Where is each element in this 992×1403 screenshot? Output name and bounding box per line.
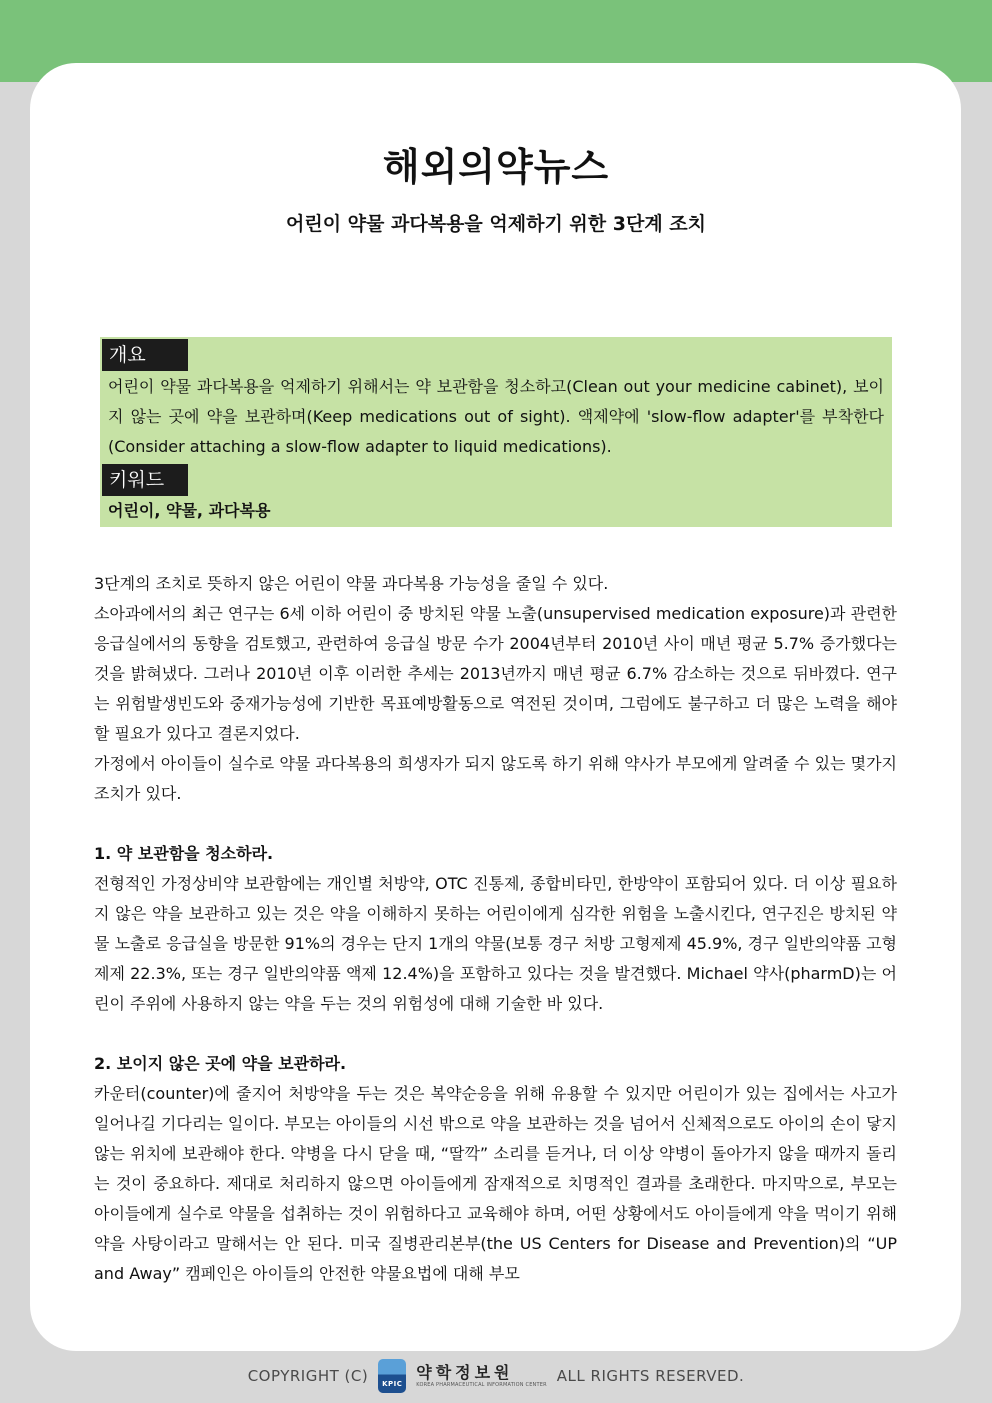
section-text: 전형적인 가정상비약 보관함에는 개인별 처방약, OTC 진통제, 종합비타민, 한방약이 포함되어 있다. 더 이상 필요하지 않은 약을 보관하고 있는 것은 약을 이해하지 못하는 어린이에게 심각한 위험을 노출시킨다, 연구진은 방치된 약물 노출로 응급실을 방문한 91%의 경우는 단지 1개의 약물(보통 경구 처방 고형제제 45.9%, 경구 일반의약품 고형제제 22.3%, 또는 경구 일반의약품 액제 12.4%)을 포함하고 있다는 것을 발견했다. Michael 약사(pharmD)는 어린이 주위에 사용하지 않는 약을 두는 것의 위험성에 대해 기술한 바 있다. (94, 874, 897, 1013)
logo-subtitle: KOREA PHARMACEUTICAL INFORMATION CENTER (416, 1381, 547, 1388)
section-heading: 2. 보이지 않은 곳에 약을 보관하라. (94, 1054, 347, 1073)
section-heading: 1. 약 보관함을 청소하라. (94, 844, 274, 863)
kpic-logo-icon: KPIC (378, 1359, 406, 1393)
article-body (94, 569, 897, 1289)
body-paragraph: 3단계의 조치로 뜻하지 않은 어린이 약물 과다복용 가능성을 줄일 수 있다. (94, 574, 609, 593)
keywords-label: 키워드 (102, 464, 188, 496)
footer (0, 1358, 992, 1394)
body-paragraph: 소아과에서의 최근 연구는 6세 이하 어린이 중 방치된 약물 노출(unsupervised medication exposure)과 관련한 응급실에서의 동향을 검토했고, 관련하여 응급실 방문 수가 2004년부터 2010년 사이 매년 평균 5.7% 증가했다는 것을 밝혀냈다. 그러나 2010년 이후 이러한 추세는 2013년까지 매년 평균 6.7% 감소하는 것으로 뒤바꼈다. 연구는 위험발생빈도와 중재가능성에 기반한 목표예방활동으로 역전된 것이며, 그럼에도 불구하고 더 많은 노력을 해야 할 필요가 있다고 결론지었다. (94, 604, 897, 743)
logo-name: 약학정보원 (416, 1362, 514, 1382)
page-title: 해외의약뉴스 (382, 145, 610, 189)
article-subtitle: 어린이 약물 과다복용을 억제하기 위한 3단계 조치 (286, 213, 706, 235)
section-text: 카운터(counter)에 줄지어 처방약을 두는 것은 복약순응을 위해 유용할 수 있지만 어린이가 있는 집에서는 사고가 일어나길 기다리는 일이다. 부모는 아이들의 시선 밖으로 약을 보관하는 것을 넘어서 신체적으로도 아이의 손이 닿지 않는 위치에 보관해야 한다. 약병을 다시 닫을 때, “딸깍” 소리를 듣거나, 더 이상 약병이 돌아가지 않을 때까지 돌리는 것이 중요하다. 제대로 처리하지 않으면 아이들에게 잠재적으로 치명적인 결과를 초래한다. 마지막으로, 부모는 아이들에게 실수로 약물을 섭취하는 것이 위험하다고 교육해야 하며, 어떤 상황에서도 아이들에게 약을 먹이기 위해 약을 사탕이라고 말해서는 안 된다. 미국 질병관리본부(the US Centers for Disease and Prevention)의 “UP and Away” 캠페인은 아이들의 안전한 약물요법에 대해 부모 (94, 1084, 897, 1283)
summary-label: 개요 (102, 339, 188, 371)
body-paragraph: 가정에서 아이들이 실수로 약물 과다복용의 희생자가 되지 않도록 하기 위해 약사가 부모에게 알려줄 수 있는 몇가지 조치가 있다. (94, 754, 897, 803)
keywords-text: 어린이, 약물, 과다복용 (108, 501, 271, 520)
copyright-text: COPYRIGHT (C) (247, 1367, 369, 1385)
kpic-logo (416, 1362, 547, 1388)
summary-text: 어린이 약물 과다복용을 억제하기 위해서는 약 보관함을 청소하고(Clean out your medicine cabinet), 보이지 않는 곳에 약을 보관하며(Keep medications out of sight). 액제약에 'slow-flow adapter'를 부착한다(Consider attaching a slow-flow adapter to liquid medications). (108, 377, 884, 456)
rights-text: ALL RIGHTS RESERVED. (556, 1367, 745, 1385)
summary-box (100, 337, 892, 527)
